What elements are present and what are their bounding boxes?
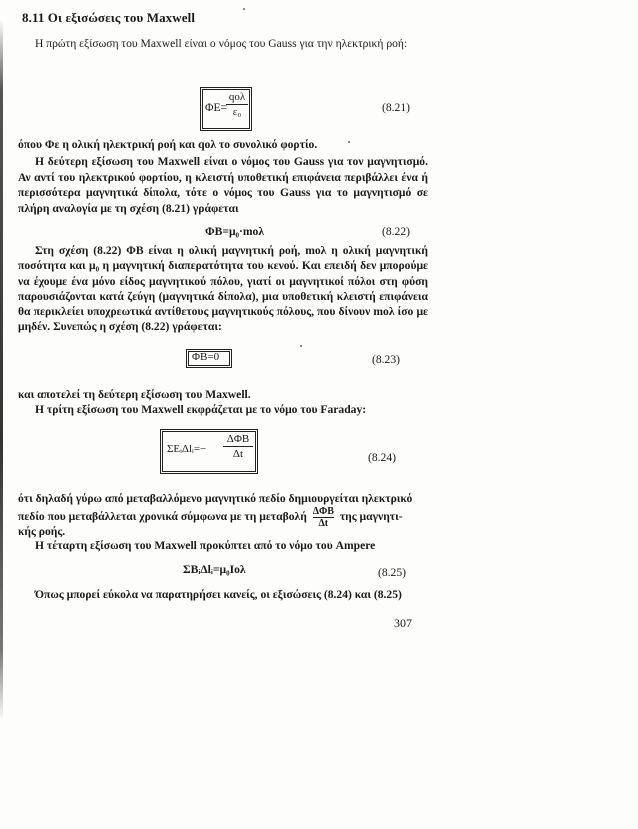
paragraph-definitions: όπου Φε η ολική ηλεκτρική ροή και qολ το συνολικό φορτίο. <box>18 138 318 151</box>
equation-8-24-numerator: ΔΦΒ <box>226 433 250 445</box>
scan-speck <box>243 8 245 10</box>
paragraph-first-equation: Η πρώτη εξίσωση του Maxwell είναι ο νόμος του Gauss για την ηλεκτρική ροή: <box>35 37 408 50</box>
paragraph-faraday-line-1: ότι δηλαδή γύρω από μεταβαλλόμενο μαγνητικό πεδίο δημιουργείται ηλεκτρικό <box>18 492 413 505</box>
equation-8-25-number: (8.25) <box>378 566 407 579</box>
equation-8-21-denominator: ε₀ <box>232 106 242 118</box>
equation-8-21-lhs: ΦΕ= <box>205 101 228 114</box>
equation-8-24-denominator: Δt <box>232 448 244 460</box>
equation-8-24-lhs: ΣΕᵢΔlᵢ=− <box>167 443 207 455</box>
paragraph-faraday-text-before: πεδίο που μεταβάλλεται χρονικά σύμφωνα με τη μεταβολή <box>18 510 307 524</box>
inline-fraction-numerator: ΔΦΒ <box>312 506 334 517</box>
equation-8-21-number: (8.21) <box>382 101 411 114</box>
scan-speck <box>300 345 302 347</box>
paragraph-second-equation: Η δεύτερη εξίσωση του Maxwell είναι ο νόμος του Gauss για τον μαγνητισμό. Αν αντί του ηλεκτρικού φορτίου, η κλειστή υποθετική επιφάνεια περιβάλλει ένα ή περισσότερα μαγνητικά δίπολα, τότε ο νόμος του Gauss για το μαγνητισμό σε πλήρη αναλογία με τη σχέση (8.21) γράφεται <box>18 155 428 215</box>
equation-8-22: ΦΒ=μ₀·mολ <box>205 225 265 238</box>
equation-8-22-number: (8.22) <box>382 225 411 238</box>
paragraph-faraday-text-after: της μαγνητι- <box>339 510 403 524</box>
equation-8-23-number: (8.23) <box>372 353 401 366</box>
equation-8-25: ΣΒᵢΔlᵢ=μ₀Iολ <box>183 563 246 576</box>
equation-8-23-box <box>186 349 232 368</box>
inline-fraction-denominator: Δt <box>318 518 329 529</box>
section-title: 8.11 Οι εξισώσεις του Maxwell <box>22 10 196 25</box>
paragraph-fourth-equation: Η τέταρτη εξίσωση του Maxwell προκύπτει από το νόμο του Ampere <box>35 539 376 552</box>
paragraph-second-equation-conclusion: και αποτελεί τη δεύτερη εξίσωση του Maxwell. <box>18 388 251 401</box>
equation-8-24-fraction <box>223 433 253 460</box>
paragraph-closing: Όπως μπορεί εύκολα να παρατηρήσει κανείς, οι εξισώσεις (8.24) και (8.25) <box>35 588 402 601</box>
equation-8-21-box <box>200 87 252 131</box>
equation-8-23: ΦΒ=0 <box>192 351 220 363</box>
paragraph-third-equation: Η τρίτη εξίσωση του Maxwell εκφράζεται με το νόμο του Faraday: <box>35 403 367 416</box>
paragraph-magnetic-flux: Στη σχέση (8.22) ΦΒ είναι η ολική μαγνητική ροή, mολ η ολική μαγνητική ποσότητα και μ₀ η μαγνητική διαπερατότητα του κενού. Και επειδή δεν μπορούμε να έχουμε ένα μόνο είδος μαγνητικού πόλου, γιατί οι μαγνητικοί πόλοι στη φύση παρουσιάζονται κατά ζεύγη (μαγνητικά δίπολα), μια υποθετική κλειστή επιφάνεια θα περικλείει υποχρεωτικά αντίθετους μαγνητικούς πόλους, που δίνουν mολ ίσο με μηδέν. Συνεπώς η σχέση (8.22) γράφεται: <box>18 244 428 334</box>
equation-8-24-box <box>160 429 258 474</box>
paragraph-faraday-line-3: κής ροής. <box>18 525 66 538</box>
scan-edge-shadow <box>0 20 3 720</box>
page-number: 307 <box>394 616 412 630</box>
equation-8-21-numerator: qολ <box>228 91 246 103</box>
equation-8-21-fraction <box>226 91 248 118</box>
equation-8-24-number: (8.24) <box>368 451 397 464</box>
